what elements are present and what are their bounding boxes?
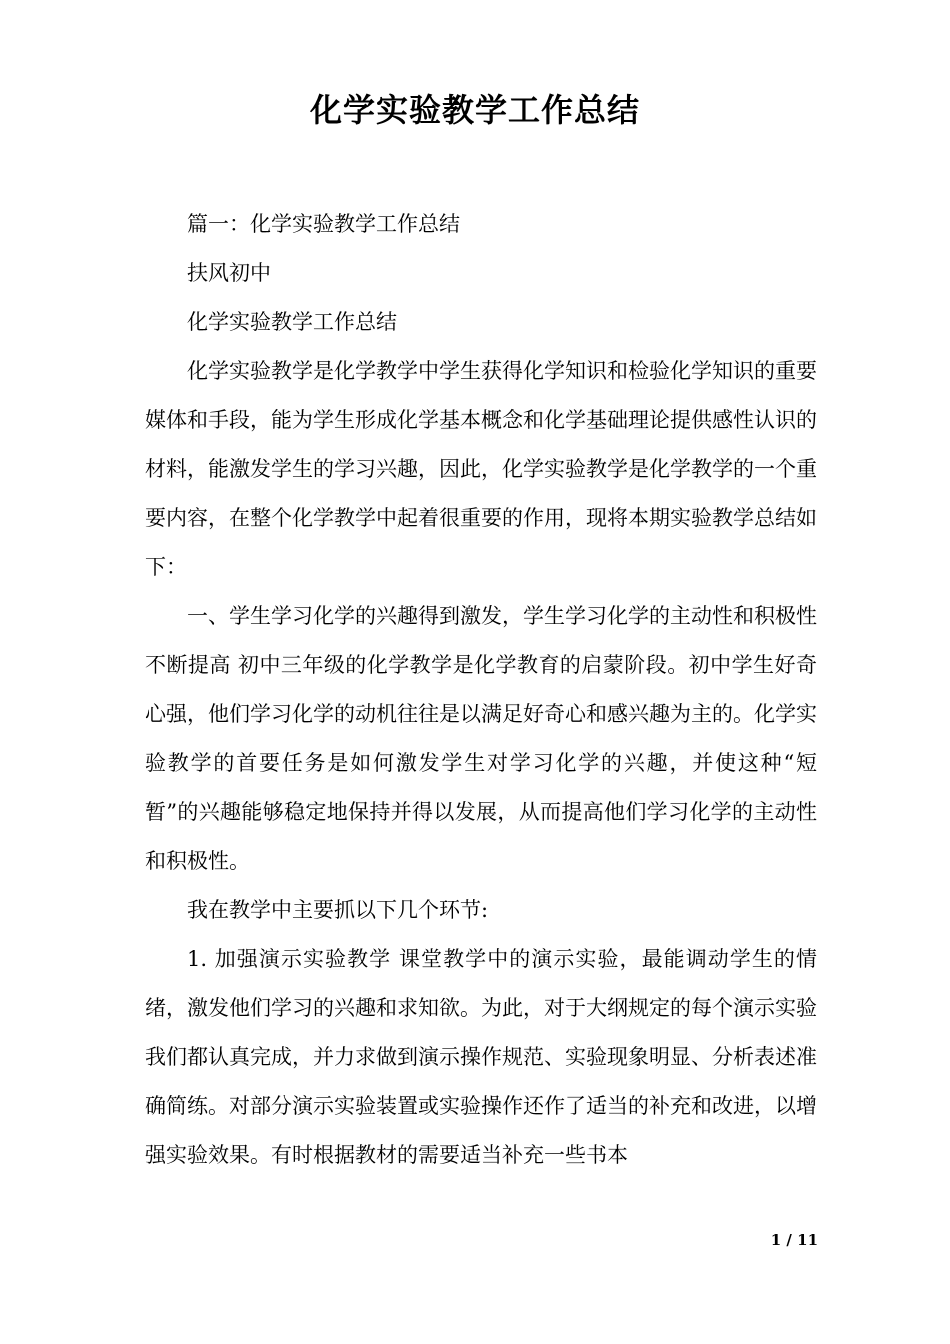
paragraph-intro: 化学实验教学是化学教学中学生获得化学知识和检验化学知识的重要媒体和手段，能为学生形成化学基本概念和化学基础理论提供感性认识的材料，能激发学生的学习兴趣，因此，化学实验教学是化学教学的一个重要内容，在整个化学教学中起着很重要的作用，现将本期实验教学总结如下： — [145, 359, 817, 579]
paragraph-steps-intro: 我在教学中主要抓以下几个环节: — [187, 898, 489, 922]
paragraph-subtitle: 化学实验教学工作总结 — [187, 310, 397, 334]
paragraph-school: 扶风初中 — [187, 261, 271, 285]
paragraph-step-one: 1. 加强演示实验教学 课堂教学中的演示实验，最能调动学生的情绪，激发他们学习的兴趣和求知欲。为此，对于大纲规定的每个演示实验我们都认真完成，并力求做到演示操作规范、实验现象明显、分析表述准确简练。对部分演示实验装置或实验操作还作了适当的补充和改进，以增强实验效果。有时根据教材的需要适当补充一些书本 — [145, 947, 817, 1167]
page-number: 1 / 11 — [770, 1231, 818, 1249]
paragraph-heading: 篇一：化学实验教学工作总结 — [187, 212, 460, 236]
document-body — [145, 200, 817, 1180]
paragraph-section-one: 一、学生学习化学的兴趣得到激发，学生学习化学的主动性和积极性不断提高 初中三年级的化学教学是化学教育的启蒙阶段。初中学生好奇心强，他们学习化学的动机往往是以满足好奇心和感兴趣为主的。化学实验教学的首要任务是如何激发学生对学习化学的兴趣，并使这种“短暂”的兴趣能够稳定地保持并得以发展，从而提高他们学习化学的主动性和积极性。 — [145, 604, 817, 873]
document-title: 化学实验教学工作总结 — [309, 91, 640, 129]
